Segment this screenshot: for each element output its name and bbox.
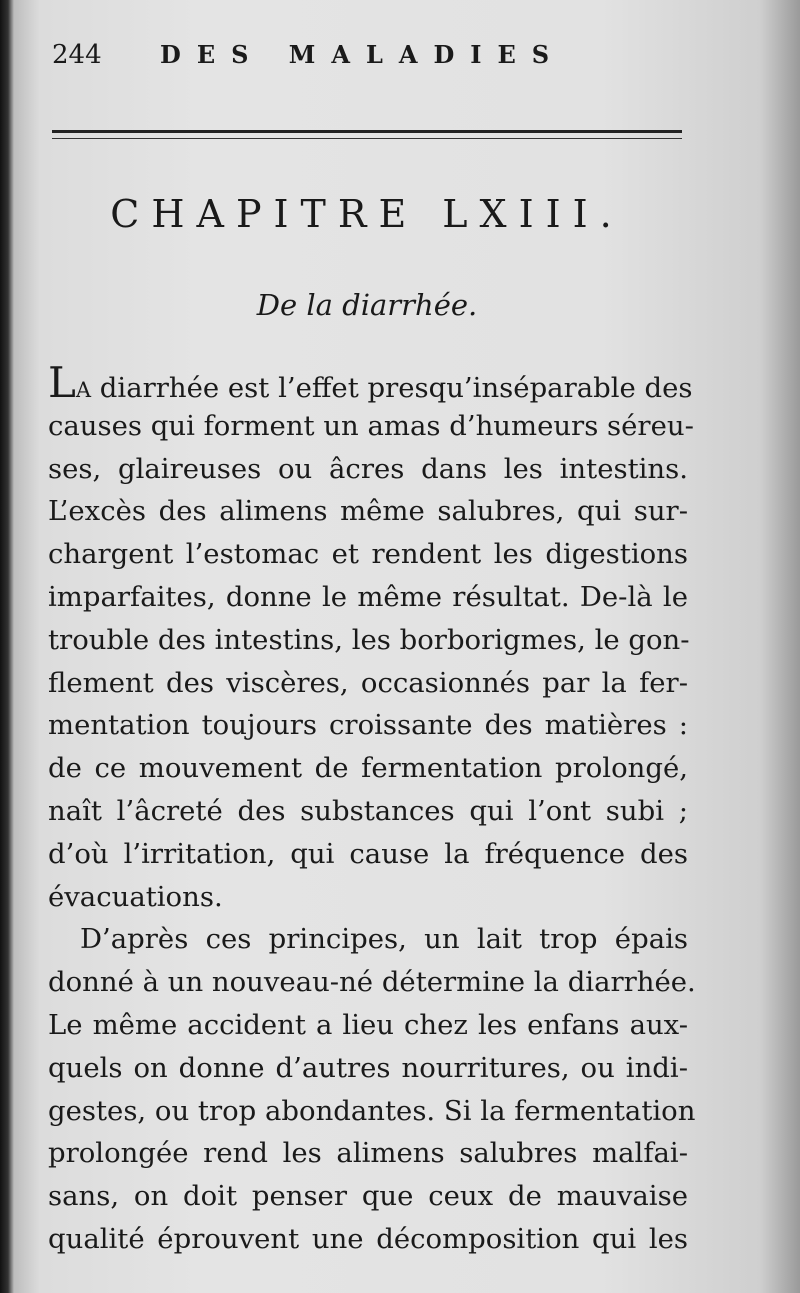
text-line: prolongée rend les alimens salubres malfai- [48, 1137, 688, 1170]
text-line: imparfaites, donne le même résultat. De-là le [48, 580, 688, 613]
drop-cap-rest: A [75, 378, 92, 402]
text-line: L’excès des alimens même salubres, qui sur- [48, 495, 688, 528]
body-text [48, 358, 696, 1261]
text-line: ses, glaireuses ou âcres dans les intestins. [48, 452, 688, 485]
running-header [52, 36, 692, 80]
drop-cap: L [48, 358, 76, 407]
text-line: donné à un nouveau-né détermine la diarrhée. [48, 966, 696, 999]
text-line: mentation toujours croissante des matières : [48, 709, 688, 742]
running-title: DES MALADIES [160, 40, 566, 69]
text-line: naît l’âcreté des substances qui l’ont subi ; [48, 794, 688, 827]
text-line: quels on donne d’autres nourritures, ou indi- [48, 1051, 688, 1084]
text-line: Le même accident a lieu chez les enfans aux- [48, 1008, 688, 1041]
text-line: causes qui forment un amas d’humeurs séreu- [48, 409, 694, 442]
chapter-subtitle: De la diarrhée. [256, 288, 478, 322]
page-number: 244 [52, 40, 102, 70]
text-line-content: diarrhée est l’effet presqu’inséparable des [91, 372, 693, 404]
text-line: gestes, ou trop abondantes. Si la fermentation [48, 1094, 696, 1127]
text-line: de ce mouvement de fermentation prolongé, [48, 752, 688, 785]
header-rule-thick [52, 130, 682, 133]
chapter-title: CHAPITRE LXIII. [110, 192, 624, 236]
text-line: évacuations. [48, 880, 223, 913]
text-line: trouble des intestins, les borborigmes, le gon- [48, 623, 690, 656]
text-line: qualité éprouvent une décomposition qui les [48, 1222, 688, 1255]
text-line: chargent l’estomac et rendent les digestions [48, 538, 688, 571]
header-rule-thin [52, 138, 682, 139]
text-line [48, 358, 693, 407]
text-line: d’où l’irritation, qui cause la fréquence des [48, 837, 688, 870]
text-line: sans, on doit penser que ceux de mauvaise [48, 1180, 688, 1213]
text-line: flement des viscères, occasionnés par la fer- [48, 666, 688, 699]
text-line: D’après ces principes, un lait trop épais [80, 923, 688, 956]
